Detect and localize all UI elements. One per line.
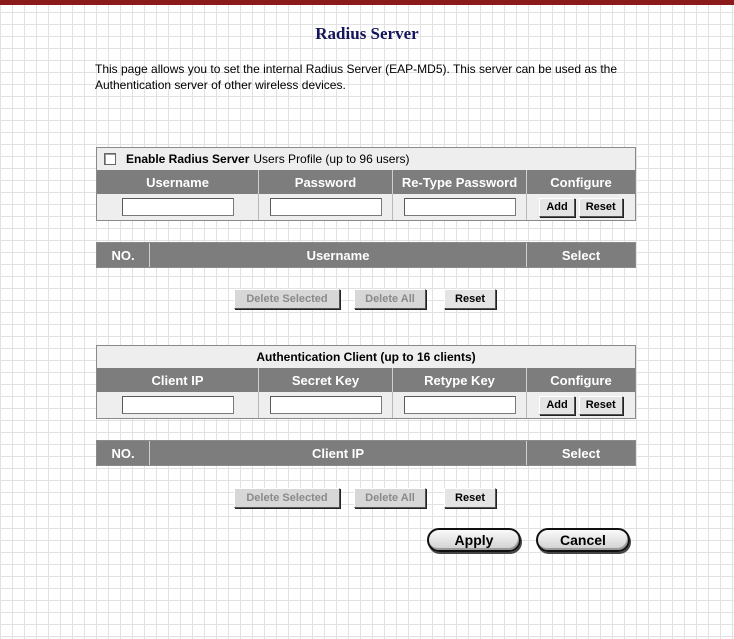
- users-input-row: [97, 194, 635, 220]
- username-header: Username: [97, 170, 259, 194]
- reset-client-button[interactable]: Reset: [579, 396, 623, 415]
- clients-no-header: NO.: [97, 441, 150, 465]
- secret-key-header: Secret Key: [259, 368, 393, 392]
- users-username-header: Username: [150, 243, 527, 267]
- enable-radius-label: Enable Radius Server: [126, 152, 250, 166]
- users-profile-label: Users Profile (up to 96 users): [253, 152, 410, 166]
- clients-delete-all-button[interactable]: Delete All: [354, 488, 426, 508]
- clients-configure-header: Configure: [550, 372, 612, 388]
- add-client-button[interactable]: Add: [539, 396, 574, 415]
- add-user-button[interactable]: Add: [539, 198, 574, 217]
- top-accent-bar: [0, 0, 734, 5]
- auth-client-title: Authentication Client (up to 16 clients): [97, 346, 635, 368]
- apply-button[interactable]: Apply: [427, 528, 521, 552]
- password-header: Password: [259, 170, 393, 194]
- clients-list-reset-button[interactable]: Reset: [444, 488, 496, 508]
- cancel-button[interactable]: Cancel: [536, 528, 630, 552]
- page-title: Radius Server: [315, 24, 419, 43]
- username-input[interactable]: [122, 198, 234, 216]
- reset-user-button[interactable]: Reset: [579, 198, 623, 217]
- auth-client-table: [96, 345, 636, 419]
- users-header-row: [97, 170, 635, 194]
- clients-header-row: [97, 368, 635, 392]
- client-ip-header: Client IP: [97, 368, 259, 392]
- users-no-header: NO.: [97, 243, 150, 267]
- clients-ip-header: Client IP: [150, 441, 527, 465]
- users-list-header-row: [97, 243, 635, 267]
- secret-key-input[interactable]: [270, 396, 382, 414]
- retype-password-input[interactable]: [404, 198, 516, 216]
- page-description: This page allows you to set the internal Radius Server (EAP-MD5). This server can be used as the Authentication server of other wireless devices.: [95, 62, 618, 92]
- users-list-reset-button[interactable]: Reset: [444, 289, 496, 309]
- clients-delete-selected-button[interactable]: Delete Selected: [234, 488, 340, 508]
- clients-select-header: Select: [561, 445, 601, 461]
- users-delete-selected-button[interactable]: Delete Selected: [234, 289, 340, 309]
- users-delete-all-button[interactable]: Delete All: [354, 289, 426, 309]
- password-input[interactable]: [270, 198, 382, 216]
- users-profile-table: [96, 147, 636, 221]
- clients-list-header-row: [97, 441, 635, 465]
- retype-key-header: Retype Key: [393, 368, 527, 392]
- retype-key-input[interactable]: [404, 396, 516, 414]
- clients-input-row: [97, 392, 635, 418]
- enable-radius-checkbox[interactable]: [104, 153, 116, 165]
- retype-password-header: Re-Type Password: [393, 170, 527, 194]
- configure-header: Configure: [550, 174, 612, 190]
- users-list-table: [96, 242, 636, 268]
- client-ip-input[interactable]: [122, 396, 234, 414]
- enable-radius-row: [97, 148, 635, 170]
- users-select-header: Select: [561, 247, 601, 263]
- clients-list-table: [96, 440, 636, 466]
